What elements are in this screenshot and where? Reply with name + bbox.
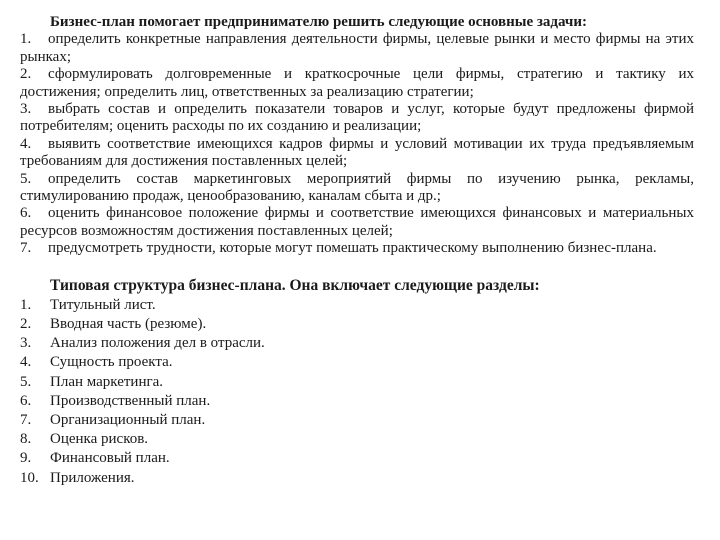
structure-number: 9. — [20, 450, 32, 467]
tasks-heading: Бизнес-план помогает предпринимателю решить следующие основные задачи: — [50, 14, 588, 30]
task-number: 3. — [20, 101, 32, 118]
task-item — [20, 171, 694, 206]
structure-number: 6. — [20, 392, 32, 409]
structure-list — [20, 296, 694, 488]
task-number: 1. — [20, 31, 32, 48]
structure-text: Анализ положения дел в отрасли. — [50, 335, 265, 352]
task-item — [20, 31, 694, 66]
structure-number: 8. — [20, 431, 32, 448]
structure-number: 2. — [20, 315, 32, 332]
structure-item — [20, 430, 694, 449]
task-text: выявить соответствие имеющихся кадров фирмы и условий мотивации их труда предъявляемым требованиям для достижения поставленных целей; — [20, 135, 694, 170]
structure-text: Приложения. — [50, 469, 135, 486]
task-text: предусмотреть трудности, которые могут помешать практическому выполнению бизнес-плана. — [48, 240, 657, 257]
task-item — [20, 101, 694, 136]
task-text: оценить финансовое положение фирмы и соответствие имеющихся финансовых и материальных ресурсов возможностям достижения поставленных целей; — [20, 205, 694, 239]
task-text: определить состав маркетинговых мероприятий фирмы по изучению рынка, рекламы, стимулированию продаж, ценообразованию, каналам сбыта и др.; — [20, 170, 694, 205]
structure-text: Финансовый план. — [50, 450, 170, 467]
task-text: сформулировать долговременные и краткосрочные цели фирмы, стратегию и тактику их достижения; определить лиц, ответственных за реализацию стратегии; — [20, 66, 694, 100]
structure-item — [20, 469, 694, 488]
tasks-section — [20, 14, 694, 258]
task-item — [20, 136, 694, 171]
structure-number: 1. — [20, 296, 32, 313]
structure-text: План маркетинга. — [50, 373, 164, 390]
structure-number: 4. — [20, 354, 32, 371]
task-number: 7. — [20, 240, 32, 257]
structure-number: 3. — [20, 335, 32, 352]
task-text: определить конкретные направления деятельности фирмы, целевые рынки и место фирмы на этих рынках; — [20, 31, 694, 65]
structure-item — [20, 353, 694, 372]
task-number: 6. — [20, 205, 32, 222]
task-number: 2. — [20, 66, 32, 83]
structure-item — [20, 411, 694, 430]
structure-item — [20, 373, 694, 392]
structure-section — [20, 277, 694, 488]
structure-text: Организационный план. — [50, 411, 206, 428]
structure-item — [20, 296, 694, 315]
structure-item — [20, 334, 694, 353]
structure-number: 5. — [20, 373, 32, 390]
structure-text: Сущность проекта. — [50, 354, 173, 371]
structure-item — [20, 315, 694, 334]
structure-text: Титульный лист. — [50, 296, 156, 313]
structure-number: 10. — [20, 469, 39, 486]
structure-item — [20, 449, 694, 468]
structure-heading: Типовая структура бизнес-плана. Она включает следующие разделы: — [50, 276, 540, 294]
task-item — [20, 240, 694, 257]
document-page — [20, 14, 694, 534]
structure-text: Оценка рисков. — [50, 431, 149, 448]
structure-item — [20, 392, 694, 411]
structure-text: Вводная часть (резюме). — [50, 315, 207, 332]
task-number: 5. — [20, 170, 32, 187]
task-text: выбрать состав и определить показатели товаров и услуг, которые будут предложены фирмой потребителям; оценить расходы по их созданию и реализации; — [20, 101, 694, 135]
task-item — [20, 205, 694, 240]
task-item — [20, 66, 694, 101]
task-number: 4. — [20, 135, 32, 152]
structure-number: 7. — [20, 411, 32, 428]
structure-text: Производственный план. — [50, 392, 211, 409]
